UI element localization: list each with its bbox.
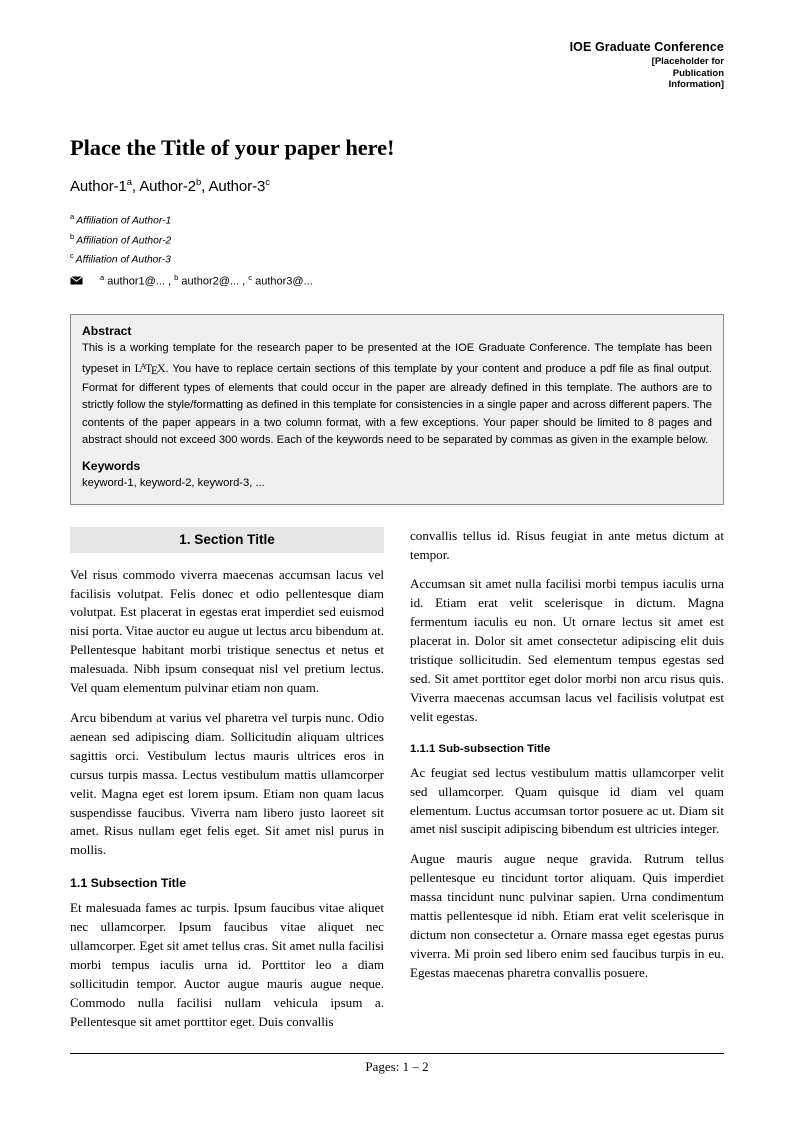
keywords-text: keyword-1, keyword-2, keyword-3, ... [82, 477, 265, 490]
left-column [70, 527, 384, 1043]
two-column-body [70, 527, 724, 1043]
email-line [70, 270, 724, 290]
email-text-2[interactable]: author2@... [181, 275, 240, 288]
conference-name: IOE Graduate Conference [569, 40, 724, 54]
author-list: Author-1$^a$, Author-2$^b$, Author-3$^c$ [70, 176, 270, 195]
email-marker-2: b [174, 273, 179, 283]
paragraph: Ac feugiat sed lectus vestibulum mattis ullamcorper velit sed ullamcorper. Quam quisque id diam vel quam elementum. Luctus accumsan tortor posuere ac ut. Diam sit amet nisl suscipit adipiscing bibendum est ultricies integer. [410, 764, 724, 837]
page-range: Pages: 1 – 2 [365, 1059, 429, 1074]
author-marker-1: a [126, 176, 132, 188]
subsubsection-title: 1.1.1 Sub-subsection Title [410, 742, 551, 755]
publication-placeholder-line-3: Information] [668, 79, 724, 91]
keywords-heading: Keywords [82, 459, 141, 474]
paragraph: Vel risus commodo viverra maecenas accumsan lacus vel facilisis volutpat. Felis donec et odio pellentesque diam volutpat. Est placerat in egestas erat imperdiet sed euismod nisi porta. Vitae auctor eu augue ut lectus arcu bibendum at. Pellentesque habitant morbi tristique senectus et netus et malesuada. Nibh ipsum consequat nisl vel pretium lectus. Vel quam elementum pulvinar etiam non quam. [70, 566, 384, 696]
paragraph: Arcu bibendum at varius vel pharetra vel turpis nunc. Odio aenean sed adipiscing diam. Sollicitudin aliquam ultrices sagittis orci. Vestibulum lectus mauris ultrices eros in cursus turpis massa. Lectus vestibulum mattis ullamcorper velit. Magna eget est lorem ipsum. Etiam non quam lacus suspendisse faucibus. Viverra nam libero justo laoreet sit amet. Risus nullam eget felis eget. Sit amet nisl purus in mollis. [70, 710, 384, 858]
author-marker-2: b [195, 176, 202, 188]
affiliation-list [70, 209, 724, 290]
abstract-text-before-latex: This is a working template for the research paper to be presented at the IOE Graduate Conference. The template has been typeset in [82, 341, 712, 375]
affiliation-text-2: Affiliation of Author-2 [76, 235, 172, 247]
running-header [70, 40, 724, 91]
affiliation-marker-1: a [70, 211, 75, 221]
author-name-1: Author-1 [70, 177, 127, 195]
publication-placeholder [70, 56, 724, 91]
email-marker-1: a [100, 273, 105, 283]
section-title: 1. Section Title [70, 527, 384, 553]
abstract-text [82, 340, 712, 450]
paragraph: convallis tellus id. Risus feugiat in ante metus dictum at tempor. [410, 527, 724, 562]
publication-placeholder-line-2: Publication [672, 67, 724, 79]
affiliation-marker-3: c [70, 251, 74, 261]
abstract-heading: Abstract [82, 323, 132, 338]
page-footer [70, 1053, 724, 1075]
subsection-title: 1.1 Subsection Title [70, 876, 187, 891]
paragraph: Accumsan sit amet nulla facilisi morbi tempus iaculis urna id. Etiam erat velit scelerisque in dictum. Magna fermentum iaculis eu non. Ut ornare lectus sit amet est placerat in. Dolor sit amet consectetur adipiscing elit duis tristique sollicitudin. Sed elementum tempus egestas sed sed. Sit amet porttitor eget dolor morbi non arcu risus quis. Viverra maecenas accumsan lacus vel facilisis volutpat est velit egestas. [410, 576, 724, 724]
paragraph: Augue mauris augue neque gravida. Rutrum tellus pellentesque eu tincidunt tortor aliquam. Quis imperdiet massa tincidunt nunc pulvinar sapien. Urna condimentum mattis pellentesque id nibh. Etiam erat velit scelerisque in dictum non consectetur a. Ornare massa eget egestas purus viverra. Mi proin sed libero enim sed faucibus turpis in eu. Egestas maecenas pharetra convallis posuere. [410, 851, 724, 980]
author-name-2: Author-2 [139, 177, 196, 195]
paper-title: Place the Title of your paper here! [70, 134, 395, 160]
affiliation-marker-2: b [70, 231, 75, 241]
affiliation-text-1: Affiliation of Author-1 [76, 215, 172, 227]
affiliation-2 [70, 229, 724, 249]
publication-placeholder-line-1: [Placeholder for [651, 56, 724, 67]
abstract-box [70, 314, 724, 505]
latex-logo: $L^ATEX$ [134, 360, 166, 378]
email-marker-3: c [248, 273, 253, 283]
author-name-3: Author-3 [208, 177, 266, 195]
right-column [410, 527, 724, 1043]
email-entries: $^a$ author1@... , $^b$ author2@... , $^c$ author3@... [100, 273, 313, 288]
affiliation-text-3: Affiliation of Author-3 [75, 254, 171, 266]
email-text-1[interactable]: author1@... [107, 275, 165, 288]
abstract-text-after-latex: . You have to replace certain sections of this template by your content and produce a pdf file as final output. Format for different types of elements that could occur in the paper are already defined in this template. The authors are to strictly follow the style/formatting as defined in this template for consistencies in a single paper and across different papers. The contents of the paper appears in a two column format, with a few exceptions. Your paper should be limited to 8 pages and abstract should not exceed 300 words. Each of the keywords need to be separated by commas as given in the example below. [82, 362, 712, 447]
paragraph: Et malesuada fames ac turpis. Ipsum faucibus vitae aliquet nec ullamcorper. Ipsum faucibus vitae aliquet nec ullamcorper. Eget sit amet tellus cras. Sit amet nulla facilisi morbi tempus iaculis urna id. Porttitor leo a diam sollicitudin tempor. Auctor augue mauris augue neque. Commodo nulla facilisi nullam vehicula ipsum a. Pellentesque sit amet porttitor eget. Duis convallis [70, 900, 384, 1029]
footer-divider [70, 1053, 724, 1054]
envelope-icon [70, 276, 83, 285]
author-marker-3: c [265, 176, 270, 188]
affiliation-1 [70, 209, 724, 229]
email-text-3[interactable]: author3@... [255, 275, 313, 288]
affiliation-3 [70, 248, 724, 268]
